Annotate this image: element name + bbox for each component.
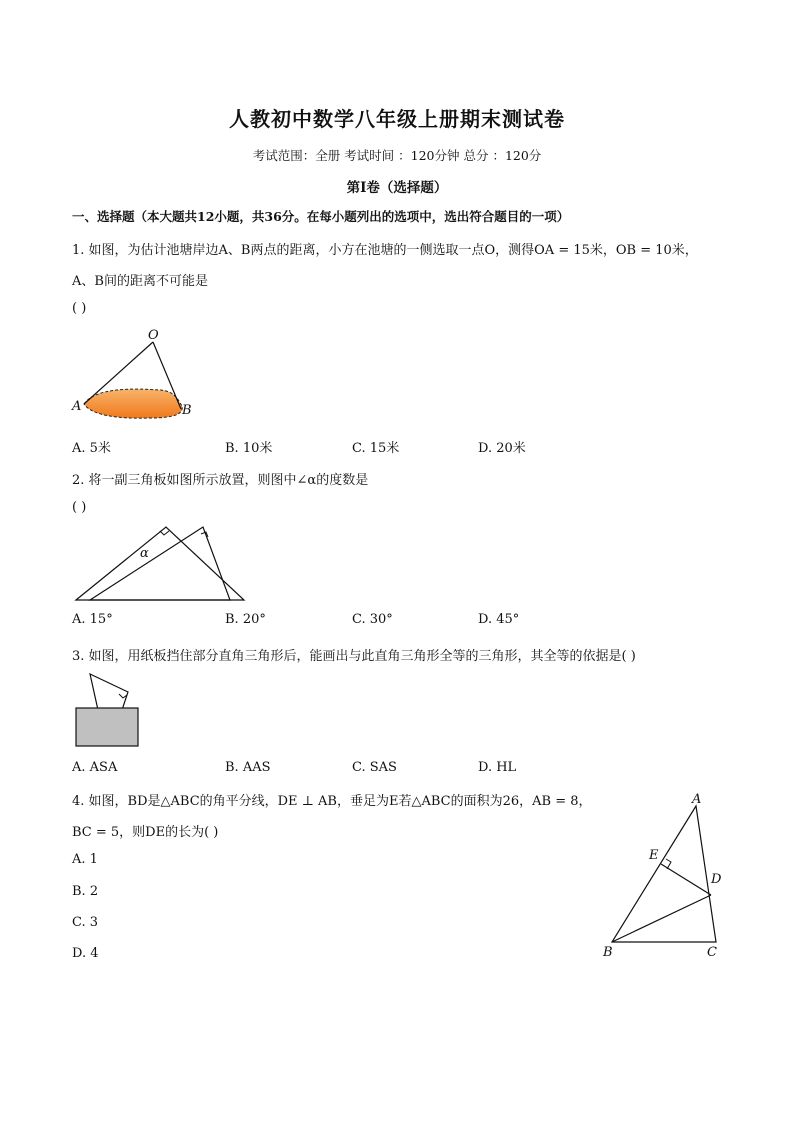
question-4-text: 4. 如图，BD是△ABC的角平分线，DE ⊥ AB，垂足为E若△ABC的面积为26，AB = 8， [72, 794, 592, 809]
question-4-text-cont: BC = 5，则DE的长为( ) [72, 825, 219, 840]
question-2-answer-paren: ( ) [72, 500, 87, 515]
question-1-label-o: O [148, 328, 159, 343]
question-1-label-b: B [182, 403, 192, 418]
question-1-label-a: A [72, 399, 82, 414]
question-2-option-a[interactable]: A. 15° [72, 612, 113, 627]
part-title: 第I卷（选择题） [346, 180, 448, 196]
question-4-option-b[interactable]: B. 2 [72, 884, 99, 899]
question-1-option-b[interactable]: B. 10米 [225, 441, 273, 456]
question-1-option-c[interactable]: C. 15米 [352, 441, 400, 456]
question-3-option-a[interactable]: A. ASA [72, 760, 118, 775]
question-1-answer-paren: ( ) [72, 301, 87, 316]
question-4-option-d[interactable]: D. 4 [72, 946, 99, 961]
question-2-figure [70, 522, 250, 606]
question-2-option-b[interactable]: B. 20° [225, 612, 266, 627]
question-4-figure [600, 790, 730, 962]
question-2-option-d[interactable]: D. 45° [478, 612, 520, 627]
question-1-option-a[interactable]: A. 5米 [72, 441, 111, 456]
question-4-label-a: A [692, 792, 702, 807]
question-1-text-cont: A、B间的距离不可能是 [72, 274, 208, 289]
question-4-option-a[interactable]: A. 1 [72, 852, 98, 867]
question-3-option-c[interactable]: C. SAS [352, 760, 397, 775]
section-heading: 一、选择题（本大题共12小题，共36分。在每小题列出的选项中，选出符合题目的一项） [72, 209, 570, 224]
question-4-label-e: E [649, 848, 659, 863]
question-4-label-c: C [707, 945, 717, 960]
question-4-option-c[interactable]: C. 3 [72, 915, 99, 930]
page-title: 人教初中数学八年级上册期末测试卷 [229, 107, 565, 131]
question-1-figure [70, 326, 210, 426]
question-4-label-d: D [711, 872, 722, 887]
question-2-option-c[interactable]: C. 30° [352, 612, 393, 627]
question-3-text: 3. 如图，用纸板挡住部分直角三角形后，能画出与此直角三角形全等的三角形，其全等的依据是( ) [72, 649, 636, 664]
question-3-figure [72, 670, 144, 750]
question-3-cardboard [76, 708, 138, 746]
exam-info: 考试范围：全册 考试时间 ：120分钟 总分 ：120分 [252, 148, 542, 163]
question-2-text: 2. 将一副三角板如图所示放置，则图中∠α的度数是 [72, 473, 369, 488]
question-3-option-d[interactable]: D. HL [478, 760, 517, 775]
question-1-text: 1. 如图，为估计池塘岸边A、B两点的距离，小方在池塘的一侧选取一点O，测得OA = 15米，OB = 10米， [72, 243, 698, 258]
question-1-option-d[interactable]: D. 20米 [478, 441, 526, 456]
question-4-label-b: B [603, 945, 613, 960]
question-3-option-b[interactable]: B. AAS [225, 760, 271, 775]
question-2-label-alpha: α [140, 546, 149, 561]
